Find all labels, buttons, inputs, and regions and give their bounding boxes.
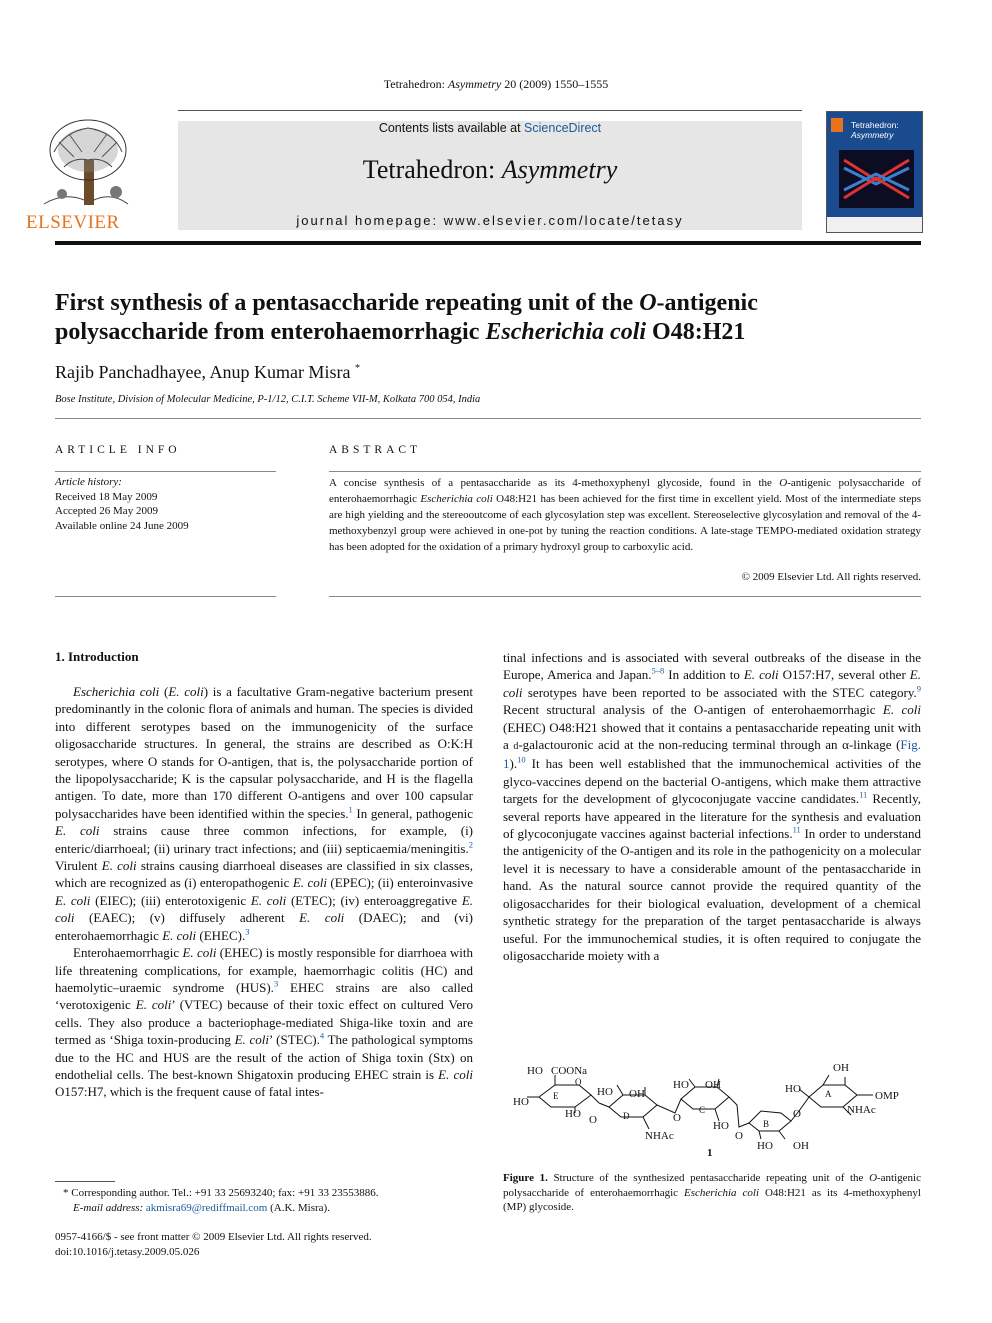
ring-label-d: D <box>623 1111 630 1121</box>
label-oh: OH <box>705 1079 721 1091</box>
intro-paragraph-continued: tinal infections and is associated with several outbreaks of the disease in the Europe, America and Japan.$^{5-8}$ In addition to E. coli O157:H7, several other E. coli serotypes have been reported to be associated with the STEC category.$^9$ Recent structural analysis of the O-antigen of enterohaemorrhagic E. coli (EHEC) O48:H21 showed that it contains a pentasaccharide repeating unit with a d-galactouronic acid at the non-reducing terminal through an α-linkage (Fig. 1).$^{10}$ It has been well established that the immunochemical activities of the glyco-vaccines depend on the bacterial O-antigens, which make them attractive targets for the development of glycoconjugate vaccine candidates.$^{11}$ Recently, several reports have appeared in the literature for the synthesis and evaluation of glycoconjugate vaccines against bacterial infections.$^{11}$ In order to understand the antigenicity of the O-antigen and its role in the pathogenicity on a molecular level it is necessary to have a considerable amount of the pentasaccharide in hand. As the natural source cannot provide the required quantity of the oligosaccharides for their biological evaluation, development of a chemical synthetic strategy for the preparation of the target pentasaccharide is always useful. For the immunochemical studies, it is often required to conjugate the oligosaccharide moiety with a <box>503 650 922 963</box>
ring-label-c: C <box>699 1105 706 1115</box>
article-info-rule <box>55 471 276 472</box>
pentasaccharide-structure-diagram <box>513 1055 913 1160</box>
reference-link[interactable]: 9 <box>916 683 921 694</box>
header-top-rule <box>178 110 802 111</box>
affiliation-rule <box>55 418 921 419</box>
footnote-rule <box>55 1181 115 1182</box>
ring-label-e: E <box>553 1091 559 1101</box>
article-history: Article history: Received 18 May 2009 Accepted 26 May 2009 Available online 24 June 2009 <box>55 476 189 532</box>
compound-number: 1 <box>707 1147 713 1159</box>
label-ho: HO <box>513 1096 529 1108</box>
journal-cover-thumbnail[interactable] <box>826 111 923 233</box>
ring-label-b: B <box>763 1119 770 1129</box>
figure-1-link[interactable]: Fig. 1 <box>503 737 921 772</box>
article-info-heading: ARTICLE INFO <box>55 444 181 456</box>
journal-citation: Tetrahedron: Asymmetry 20 (2009) 1550–1555 <box>383 77 609 91</box>
intro-right-column <box>503 649 921 964</box>
abstract-text: A concise synthesis of a pentasaccharide as its 4-methoxyphenyl glycoside, found in the O-antigenic polysaccharide of enterohaemorrhagic Escherichia coli O48:H21 has been achieved for the first time in excellent yield. Most of the intermediate steps are high yielding and the stereooutcome of each glycosylation step was excellent. Stereoselective glycosylation and removal of the 4-methoxybenzyl group were achieved in one-pot by tuning the reaction conditions. A late-stage TEMPO-mediated oxidation strategy has been adopted for the oxidation of a primary hydroxyl group to carboxylic acid. <box>329 477 922 553</box>
label-ho: HO <box>673 1079 689 1091</box>
reference-link[interactable]: 3 <box>273 978 279 989</box>
reference-link[interactable]: 11 <box>792 824 801 835</box>
reference-link[interactable]: 2 <box>468 839 473 850</box>
intro-left-column <box>55 683 473 1101</box>
elsevier-logo[interactable] <box>24 112 156 233</box>
paper-title: First synthesis of a pentasaccharide repeating unit of the O-antigenic polysaccharide from enterohaemorrhagic Escherichia coli O48:H21 <box>55 290 758 345</box>
cover-elsevier-icon <box>831 118 843 132</box>
label-coona: COONa <box>551 1065 588 1077</box>
section-heading-introduction: 1. Introduction <box>55 649 139 664</box>
label-ho: HO <box>565 1108 581 1120</box>
label-omp: OMP <box>875 1090 899 1102</box>
author-list: Rajib Panchadhayee, Anup Kumar Misra * <box>55 362 360 382</box>
reference-link[interactable]: 11 <box>859 789 868 800</box>
header-bottom-rule <box>55 241 921 245</box>
reference-link[interactable]: 4 <box>319 1030 325 1041</box>
label-oh: OH <box>629 1088 645 1100</box>
label-oh: OH <box>793 1140 809 1152</box>
label-ho: HO <box>785 1083 801 1095</box>
reference-link[interactable]: 10 <box>517 755 526 766</box>
abstract-bottom-rule <box>329 596 921 597</box>
article-info-bottom-rule <box>55 596 276 597</box>
cover-title: Tetrahedron: Asymmetry <box>851 120 899 140</box>
doi-link[interactable]: doi:10.1016/j.tetasy.2009.05.026 <box>55 1245 200 1258</box>
intro-paragraph-2: Enterohaemorrhagic E. coli (EHEC) is mostly responsible for diarrhoea with life threatening complications, for example, haemorrhagic colitis (HC) and haemolytic–uraemic syndrome (HUS).$^3$ EHEC strains are also called ‘verotoxigenic E. coli’ (VTEC) because of their toxic effect on cultured Vero cells. They also produce a bacteriophage-mediated Shiga-like toxin and are termed as ‘Shiga toxin-producing E. coli’ (STEC).$^4$ The pathological symptoms due to the HC and HUS are the result of the action of Shiga toxin (Stx) on endothelial cells. The best-known Shigatoxin producing EHEC strain is E. coli O157:H7, which is the frequent cause of fatal intes- <box>55 945 473 1100</box>
glycosidic-oxygen: O <box>793 1108 801 1120</box>
label-nhac: NHAc <box>645 1130 674 1142</box>
abstract-rule <box>329 471 921 472</box>
label-ho: HO <box>713 1120 729 1132</box>
affiliation: Bose Institute, Division of Molecular Medicine, P-1/12, C.I.T. Scheme VII-M, Kolkata 700 054, India <box>55 394 481 405</box>
issn-doi-block: 0957-4166/$ - see front matter © 2009 Elsevier Ltd. All rights reserved. doi:10.1016/j.tetasy.2009.05.026 <box>55 1231 372 1258</box>
figure-1-structure <box>513 1055 913 1160</box>
label-ho: HO <box>757 1140 773 1152</box>
cover-footer <box>827 217 922 232</box>
label-oh: OH <box>833 1062 849 1074</box>
author-email-link[interactable]: akmisra69@rediffmail.com <box>145 1201 268 1214</box>
contents-line: Contents lists available at ScienceDirect <box>378 121 602 135</box>
sciencedirect-link[interactable]: ScienceDirect <box>524 121 602 135</box>
label-nhac: NHAc <box>847 1104 876 1116</box>
glycosidic-oxygen: O <box>673 1112 681 1124</box>
corresponding-author-mark[interactable]: * <box>354 363 360 374</box>
label-ho: HO <box>527 1065 543 1077</box>
publisher-name: ELSEVIER <box>26 212 120 233</box>
journal-title: Tetrahedron: Asymmetry <box>362 155 618 184</box>
journal-homepage-link[interactable]: journal homepage: www.elsevier.com/locate/tetasy <box>296 213 684 228</box>
reference-link[interactable]: 1 <box>348 804 353 815</box>
ring-label-a: A <box>825 1089 832 1099</box>
abstract-copyright: © 2009 Elsevier Ltd. All rights reserved. <box>741 571 921 583</box>
figure-1-caption: Figure 1. Structure of the synthesized pentasaccharide repeating unit of the O-antigenic polysaccharide of enterohaemorrhagic Escherichia coli O48:H21 as its 4-methoxyphenyl (MP) glycoside. <box>503 1172 921 1213</box>
abstract-heading: ABSTRACT <box>329 444 422 456</box>
ring-oxygen: O <box>575 1077 582 1087</box>
reference-link[interactable]: 3 <box>245 926 250 937</box>
glycosidic-oxygen: O <box>589 1114 597 1126</box>
label-ho: HO <box>597 1086 613 1098</box>
reference-link[interactable]: 5–8 <box>651 666 665 677</box>
glycosidic-oxygen: O <box>735 1130 743 1142</box>
cover-illustration <box>839 150 914 208</box>
corresponding-author-footnote: * Corresponding author. Tel.: +91 33 25693240; fax: +91 33 23553886. E-mail address: akmisra69@rediffmail.com (A.K. Misra). <box>63 1187 379 1214</box>
intro-paragraph-1: Escherichia coli (E. coli) is a facultative Gram-negative bacterium present predominantly in the colonic flora of animals and human. The species is divided into different serotypes based on the immunogenicity of the surface oligosaccharide structures. In general, the strains are described as O:K:H serotypes, where O stands for O-antigen, that is, the polysaccharide portion of the lipopolysaccharide; K is the capsular polysaccharide, and H is the flagella antigen. To date, more than 170 different O-antigens and over 100 capsular polysaccharides have been identified within the species.$^1$ In general, pathogenic E. coli strains cause three common infections, for example, (i) enteric/diarrhoeal; (ii) urinary tract infections; and (iii) septicaemia/meningitis.$^2$ Virulent E. coli strains causing diarrhoeal diseases are classified in six classes, which are recognized as (i) enteropathogenic E. coli (EPEC); (ii) enteroinvasive E. coli (EIEC); (iii) enterotoxigenic E. coli (ETEC); (iv) enteroaggregative E. coli (EAEC); (v) diffusely adherent E. coli (DAEC); and (vi) enterohaemorrhagic E. coli (EHEC).$^3$ <box>55 684 474 943</box>
